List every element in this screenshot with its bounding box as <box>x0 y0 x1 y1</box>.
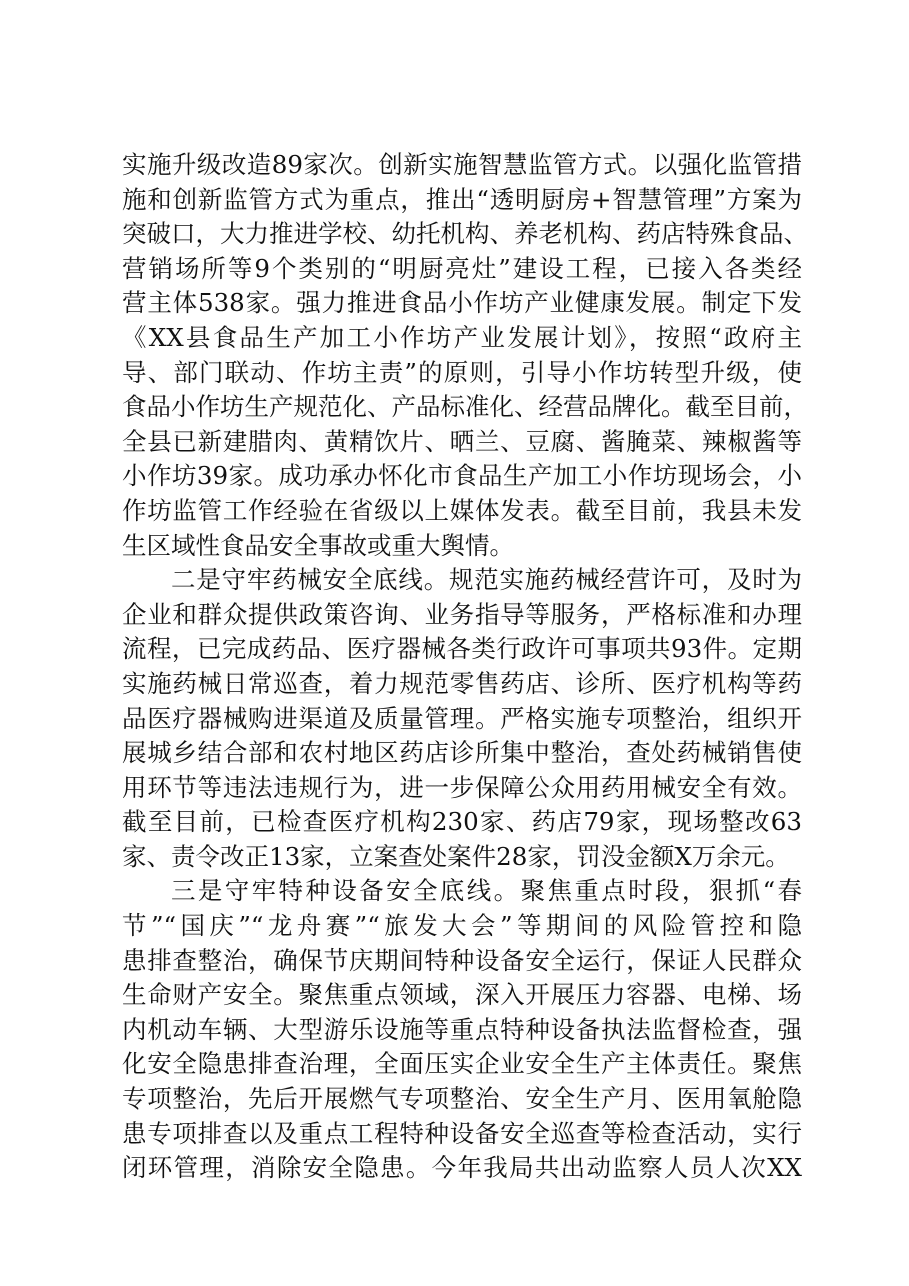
text-line: 作坊监管工作经验在省级以上媒体发表。截至目前，我县未发 <box>122 495 802 525</box>
paragraph-drug-device-safety <box>122 563 802 874</box>
text-line: 生区域性食品安全事故或重大舆情。 <box>122 530 514 560</box>
text-line: 化安全隐患排查治理，全面压实企业安全生产主体责任。聚焦 <box>122 1049 802 1079</box>
text-line: 实施药械日常巡查，着力规范零售药店、诊所、医疗机构等药 <box>122 668 802 698</box>
text-line: 企业和群众提供政策咨询、业务指导等服务，严格标准和办理 <box>122 599 802 629</box>
text-line: 突破口，大力推进学校、幼托机构、养老机构、药店特殊食品、 <box>122 219 808 249</box>
text-line: 专项整治，先后开展燃气专项整治、安全生产月、医用氧舱隐 <box>122 1084 802 1114</box>
text-line: 患排查整治，确保节庆期间特种设备安全运行，保证人民群众 <box>122 945 802 975</box>
text-line: 导、部门联动、作坊主责”的原则，引导小作坊转型升级，使 <box>122 357 802 387</box>
paragraph-food-safety <box>122 148 808 563</box>
text-line: 家、责令改正13家，立案查处案件28家，罚没金额X万余元。 <box>122 841 790 871</box>
text-line: 施和创新监管方式为重点，推出“透明厨房+智慧管理”方案为 <box>122 184 802 214</box>
text-line: 全县已新建腊肉、黄精饮片、晒兰、豆腐、酱腌菜、辣椒酱等 <box>122 426 802 456</box>
text-line: 《XX县食品生产加工小作坊产业发展计划》，按照“政府主 <box>122 322 802 352</box>
text-line: 品医疗器械购进渠道及质量管理。严格实施专项整治，组织开 <box>122 703 802 733</box>
text-line: 食品小作坊生产规范化、产品标准化、经营品牌化。截至目前， <box>122 392 808 422</box>
text-line: 实施升级改造89家次。创新实施智慧监管方式。以强化监管措 <box>122 150 802 179</box>
text-line: 节”“国庆”“龙舟赛”“旅发大会”等期间的风险管控和隐 <box>122 911 802 941</box>
text-line: 流程，已完成药品、医疗器械各类行政许可事项共93件。定期 <box>122 634 802 664</box>
text-line: 用环节等违法违规行为，进一步保障公众用药用械安全有效。 <box>122 772 802 802</box>
text-line: 展城乡结合部和农村地区药店诊所集中整治，查处药械销售使 <box>122 738 802 768</box>
text-line: 营销场所等9个类别的“明厨亮灶”建设工程，已接入各类经 <box>122 253 802 283</box>
text-line: 生命财产安全。聚焦重点领域，深入开展压力容器、电梯、场 <box>122 980 802 1010</box>
text-line: 三是守牢特种设备安全底线。聚焦重点时段，狠抓“春 <box>171 876 802 906</box>
text-line: 二是守牢药械安全底线。规范实施药械经营许可，及时为 <box>171 565 802 595</box>
text-line: 营主体538家。强力推进食品小作坊产业健康发展。制定下发 <box>122 288 802 318</box>
text-line: 闭环管理，消除安全隐患。今年我局共出动监察人员人次XX <box>122 1153 802 1183</box>
text-line: 截至目前，已检查医疗机构230家、药店79家，现场整改63 <box>122 807 802 837</box>
text-line: 小作坊39家。成功承办怀化市食品生产加工小作坊现场会，小 <box>122 461 802 491</box>
paragraph-special-equipment-safety <box>122 874 802 1185</box>
document-body <box>122 148 808 1186</box>
text-line: 内机动车辆、大型游乐设施等重点特种设备执法监督检查，强 <box>122 1014 802 1044</box>
text-line: 患专项排查以及重点工程特种设备安全巡查等检查活动，实行 <box>122 1118 802 1148</box>
